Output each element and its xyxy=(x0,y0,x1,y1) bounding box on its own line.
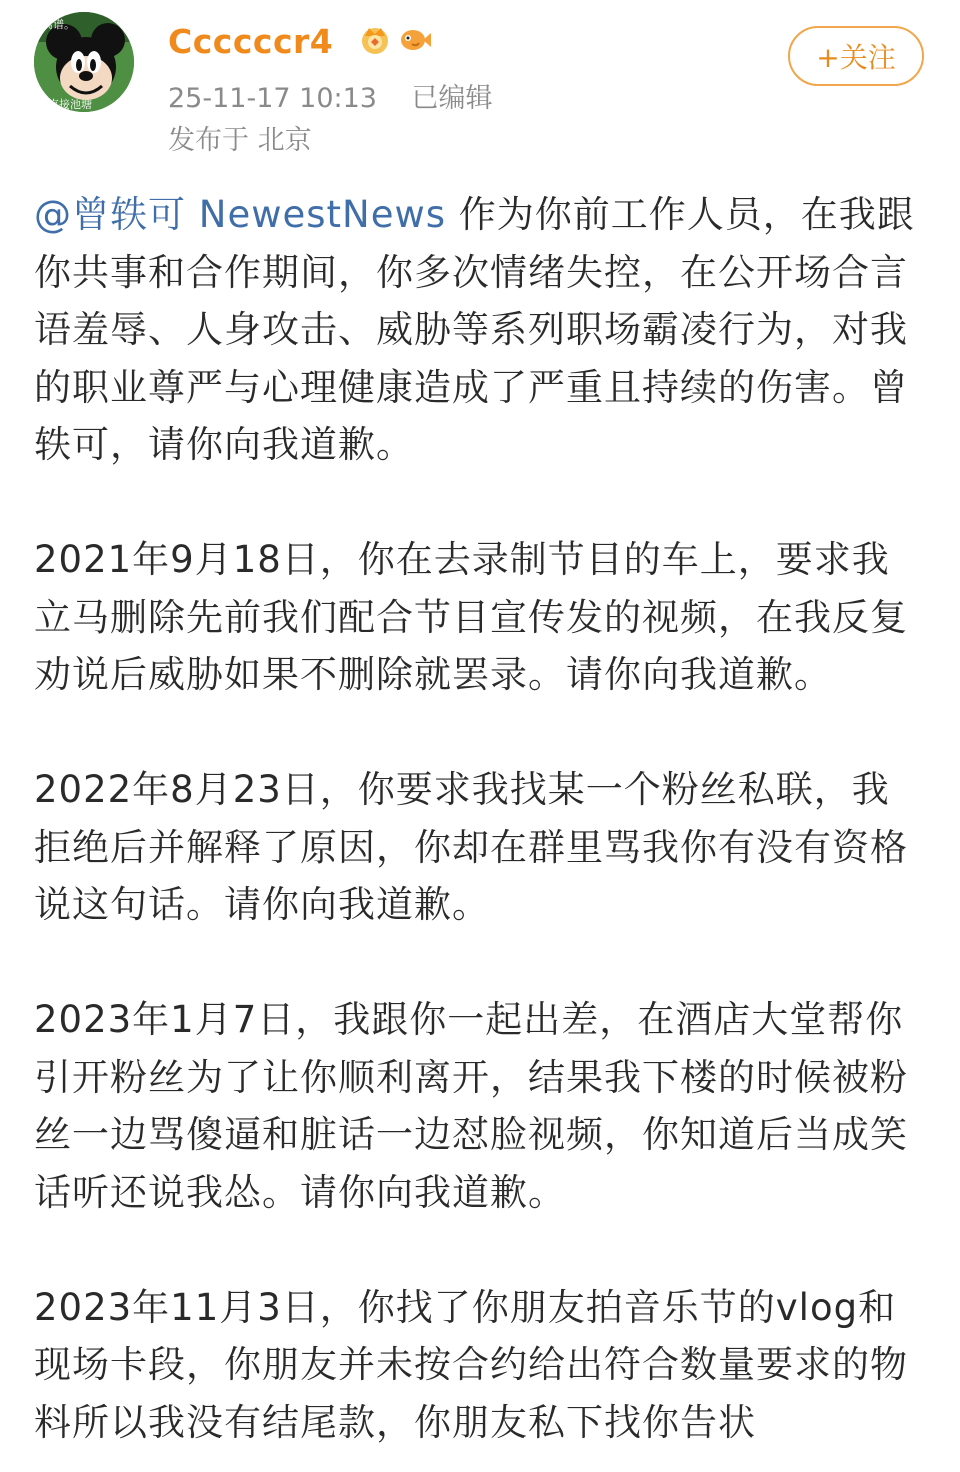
paragraph-4: 2023年1月7日，我跟你一起出差，在酒店大堂帮你引开粉丝为了让你顺利离开，结果我下楼的时候被粉丝一边骂傻逼和脏话一边怼脸视频，你知道后当成笑话听还说我怂。请你向我道歉。 xyxy=(34,998,908,1214)
post-timestamp: 25-11-17 10:13 xyxy=(168,83,377,114)
paragraph-5: 2023年11月3日，你找了你朋友拍音乐节的vlog和现场卡段，你朋友并未按合约给出符合数量要求的物料所以我没有结尾款，你朋友私下找你告状 xyxy=(34,1285,908,1444)
mickey-avatar-icon xyxy=(34,12,134,112)
paragraph-1-text: 作为你前工作人员，在我跟你共事和合作期间，你多次情绪失控，在公开场合言语羞辱、人身攻击、威胁等系列职场霸凌行为，对我的职业尊严与心理健康造成了严重且持续的伤害。曾轶可，请你向我道歉。 xyxy=(34,193,915,466)
post-body xyxy=(34,186,926,1451)
edited-label[interactable]: 已编辑 xyxy=(411,83,493,114)
paragraph-1 xyxy=(34,186,926,474)
post-meta xyxy=(168,76,493,115)
follow-button[interactable]: +关注 xyxy=(788,26,924,86)
post-location: 发布于 北京 xyxy=(168,125,312,156)
paragraph-3: 2022年8月23日，你要求我找某一个粉丝私联，我拒绝后并解释了原因，你却在群里骂我你有没有资格说这句话。请你向我道歉。 xyxy=(34,768,908,926)
avatar-caption-bottom: 直接池塘 xyxy=(48,98,92,111)
fish-badge-icon[interactable] xyxy=(398,22,432,56)
paragraph-2: 2021年9月18日，你在去录制节目的车上，要求我立马删除先前我们配合节目宣传发的视频，在我反复劝说后威胁如果不删除就罢录。请你向我道歉。 xyxy=(34,538,908,696)
avatar-caption-top: 离谱。 xyxy=(42,18,75,31)
mention-link[interactable]: @曾轶可 NewestNews xyxy=(34,193,446,236)
username[interactable]: Ccccccr4 xyxy=(168,22,334,61)
user-badges xyxy=(358,22,432,56)
post-header xyxy=(0,0,960,180)
crown-badge-icon[interactable] xyxy=(358,22,392,56)
avatar[interactable] xyxy=(34,12,134,112)
